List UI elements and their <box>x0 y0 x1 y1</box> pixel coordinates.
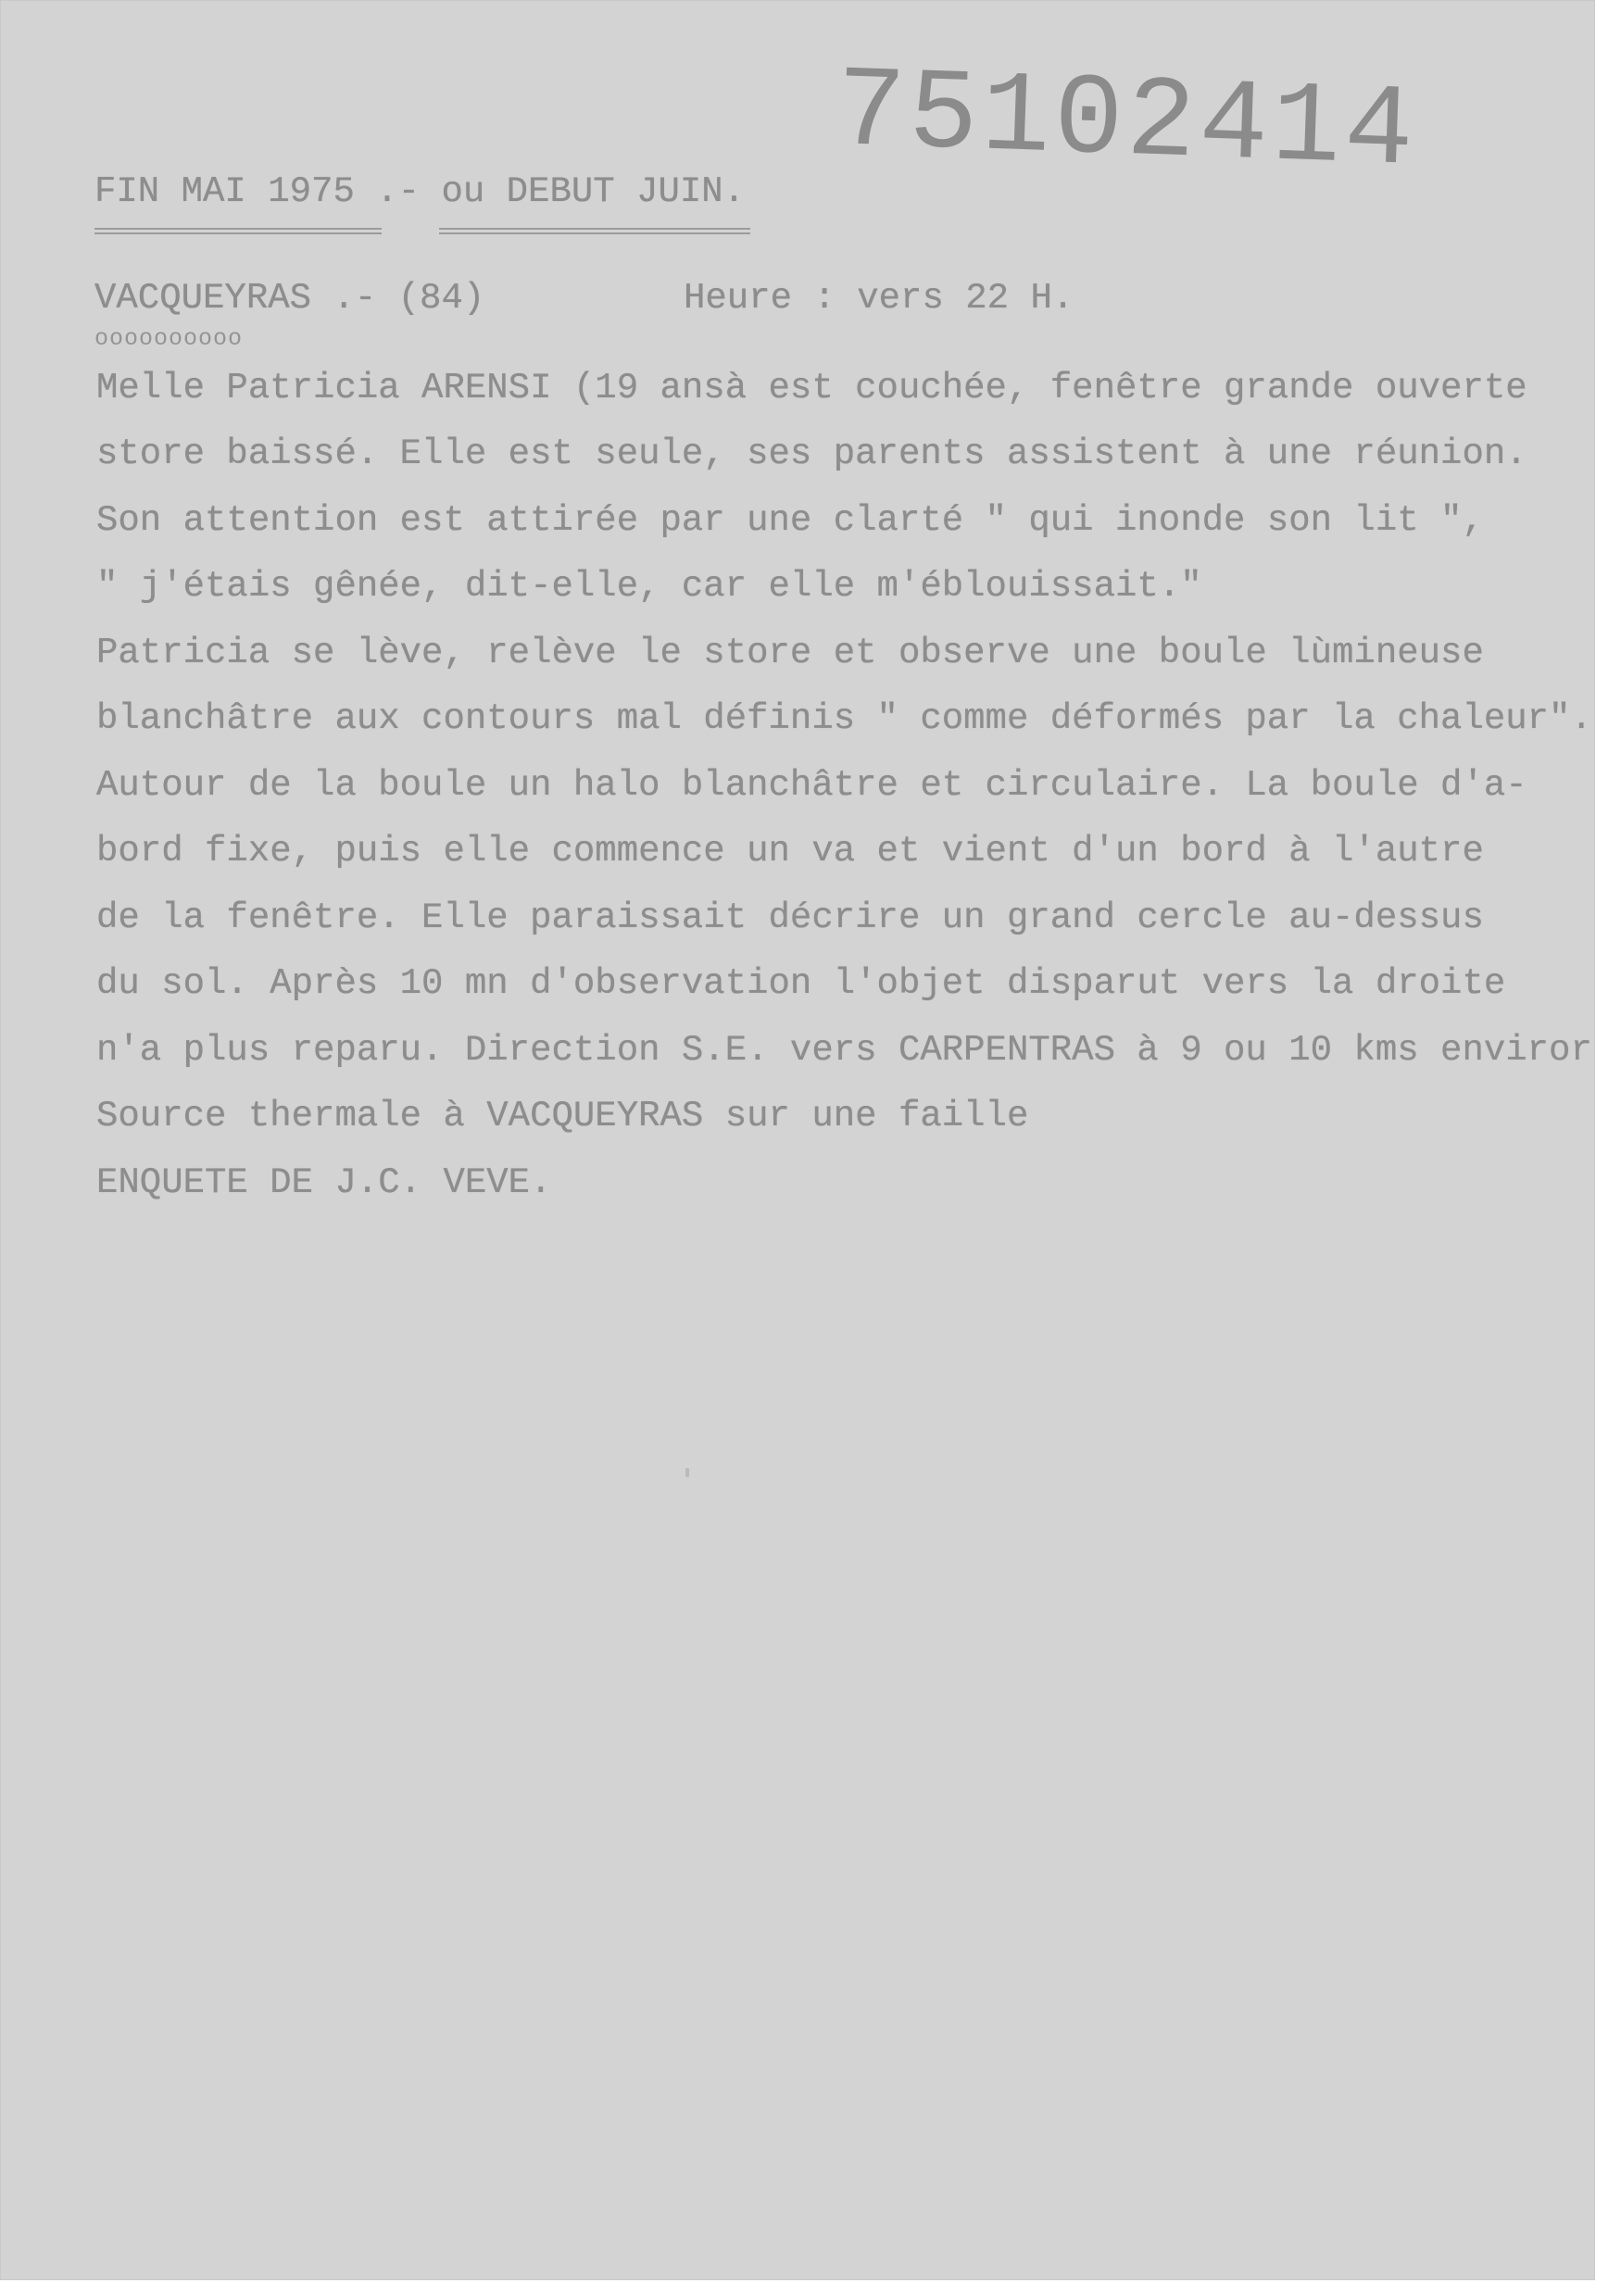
page-margin-right <box>1595 0 1621 2296</box>
page-margin-bottom <box>0 2280 1621 2296</box>
body-line: " j'étais gênée, dit-elle, car elle m'éblouissait." <box>96 566 1202 607</box>
place-heading: VACQUEYRAS .- (84) <box>94 278 485 319</box>
body-line: Patricia se lève, relève le store et observe une boule lùmineuse <box>96 633 1484 673</box>
circle-underline: oooooooooo <box>94 325 244 352</box>
signature-line: ENQUETE DE J.C. VEVE. <box>96 1162 552 1203</box>
date-heading: FIN MAI 1975 .- ou DEBUT JUIN. <box>94 171 746 212</box>
hour-heading: Heure : vers 22 H. <box>684 278 1074 319</box>
body-line: bord fixe, puis elle commence un va et vient d'un bord à l'autre <box>96 831 1484 872</box>
body-line: Son attention est attirée par une clarté " qui inonde son lit ", <box>96 500 1484 541</box>
body-line: store baissé. Elle est seule, ses parents assistent à une réunion. <box>96 433 1527 474</box>
body-line: n'a plus reparu. Direction S.E. vers CARPENTRAS à 9 ou 10 kms enviror <box>96 1030 1592 1071</box>
body-line: de la fenêtre. Elle paraissait décrire un grand cercle au-dessus <box>96 897 1484 938</box>
body-line: Source thermale à VACQUEYRAS sur une faille <box>96 1096 1029 1136</box>
paper-speck <box>685 1468 689 1477</box>
body-line: du sol. Après 10 mn d'observation l'objet disparut vers la droite <box>96 963 1506 1004</box>
body-line: Melle Patricia ARENSI (19 ansà est couchée, fenêtre grande ouverte <box>96 368 1527 408</box>
body-line: blanchâtre aux contours mal définis " comme déformés par la chaleur". <box>96 698 1592 739</box>
reference-number: 75102414 <box>834 48 1420 198</box>
double-underline <box>439 228 750 234</box>
double-underline <box>94 228 382 234</box>
body-line: Autour de la boule un halo blanchâtre et circulaire. La boule d'a- <box>96 765 1527 806</box>
